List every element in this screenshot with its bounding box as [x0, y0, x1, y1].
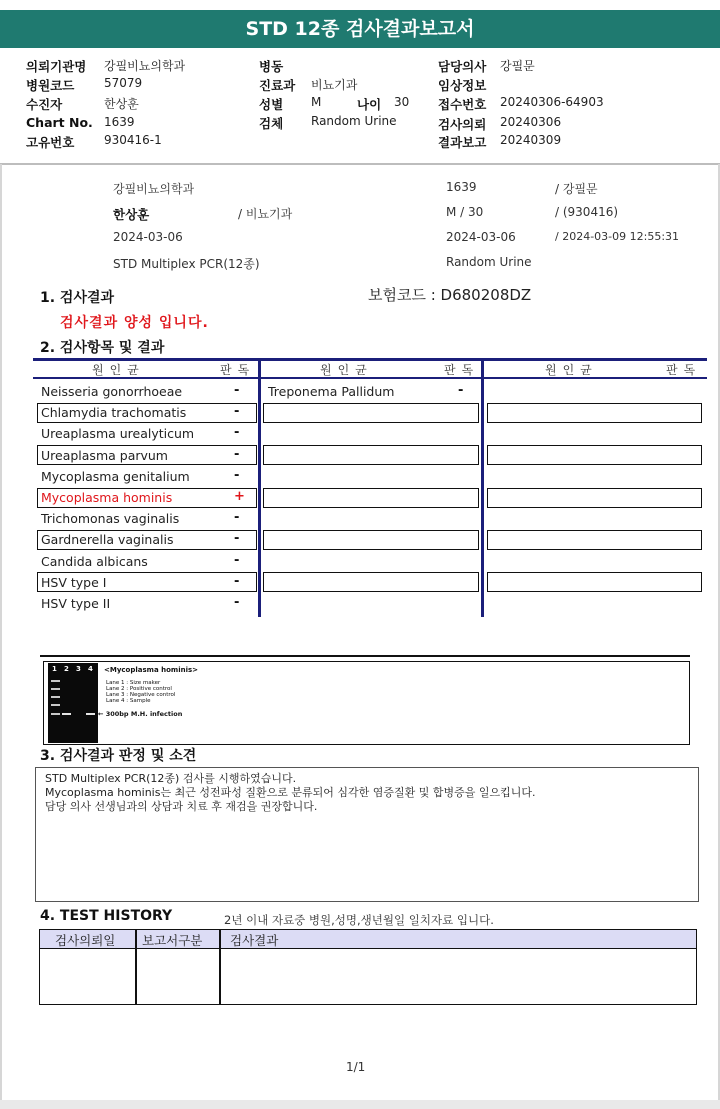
pathogen-name: HSV type II — [41, 596, 111, 611]
pathogen-result: - — [234, 510, 240, 526]
gel-lane-number: 3 — [76, 665, 81, 673]
pathogen-result: - — [234, 404, 240, 420]
institution-label: 의뢰기관명 — [26, 59, 87, 74]
request-value: 20240306 — [500, 115, 562, 129]
pathogen-result: - — [234, 446, 240, 462]
dept-value: 비뇨기과 — [311, 78, 358, 92]
specimen-label: 검체 — [259, 116, 284, 131]
insurance-code: 보험코드 : D680208DZ — [368, 286, 532, 304]
summary-patient: 한상훈 — [113, 207, 150, 222]
history-column-divider — [135, 929, 137, 1005]
report-label: 결과보고 — [438, 135, 487, 150]
summary-test-name: STD Multiplex PCR(12종) — [113, 257, 260, 271]
summary-sex-age: M / 30 — [446, 205, 484, 219]
col2-header-result: 판독 — [444, 363, 480, 377]
hospital-code-label: 병원코드 — [26, 78, 75, 93]
pathogen-name: Candida albicans — [41, 553, 148, 569]
section1-title: 1. 검사결과 — [40, 290, 115, 306]
gel-arrow-label: ← 300bp M.H. infection — [98, 710, 183, 718]
pathogen-result: - — [234, 383, 240, 398]
opinion-line: 담당 의사 선생님과의 상담과 치료 후 재검을 권장합니다. — [45, 800, 318, 813]
opinion-line: STD Multiplex PCR(12종) 검사를 시행하였습니다. — [45, 772, 297, 785]
section4-title: 4. TEST HISTORY — [40, 908, 173, 924]
chart-value: 1639 — [104, 115, 135, 129]
specimen-value: Random Urine — [311, 114, 397, 128]
history-note: 2년 이내 자료중 병원,성명,생년월일 일치자료 입니다. — [224, 913, 494, 927]
gel-band — [51, 713, 60, 715]
summary-date2: 2024-03-06 — [446, 230, 516, 244]
gel-caption-line: Lane 3 : Negative control — [106, 692, 176, 698]
gel-band — [62, 713, 71, 715]
gel-band — [51, 696, 60, 698]
gel-lane-number: 4 — [88, 665, 93, 673]
table-row-box — [263, 530, 479, 550]
table-column-divider — [481, 358, 484, 617]
table-row-box — [263, 445, 479, 465]
gel-electrophoresis-image — [48, 663, 98, 743]
summary-doctor: / 강필문 — [555, 182, 598, 196]
gel-caption-line: Lane 4 : Sample — [106, 698, 151, 704]
table-row-box — [487, 530, 702, 550]
col3-header-result: 판독 — [666, 363, 702, 377]
clinical-label: 임상정보 — [438, 78, 487, 93]
pathogen-name: Mycoplasma hominis — [41, 490, 173, 505]
receipt-label: 접수번호 — [438, 97, 487, 112]
opinion-box — [35, 767, 699, 902]
report-title: STD 12종 검사결과보고서 — [0, 10, 720, 48]
gel-band — [51, 680, 60, 682]
summary-date1: 2024-03-06 — [113, 230, 183, 244]
patient-label: 수진자 — [26, 97, 63, 112]
frame-left-border — [0, 164, 2, 1100]
history-header-report-type: 보고서구분 — [142, 933, 203, 948]
request-label: 검사의뢰 — [438, 117, 487, 132]
positive-result-text: 검사결과 양성 입니다. — [60, 315, 209, 331]
doctor-label: 담당의사 — [438, 59, 487, 74]
gel-lane-number: 2 — [64, 665, 69, 673]
table-row-box — [487, 572, 702, 592]
gel-top-rule — [40, 655, 690, 657]
pathogen-result: - — [234, 425, 240, 441]
pathogen-result: - — [234, 531, 240, 547]
gel-lane-number: 1 — [52, 665, 57, 673]
history-column-divider — [219, 929, 221, 1005]
unique-no-value: 930416-1 — [104, 133, 162, 147]
receipt-value: 20240306-64903 — [500, 95, 604, 109]
pathogen-result: - — [458, 383, 464, 398]
table-row-box — [263, 488, 479, 508]
col1-header-pathogen: 원인균 — [92, 363, 145, 377]
pathogen-name: HSV type I — [41, 574, 107, 590]
sex-value: M — [311, 95, 322, 109]
chart-label: Chart No. — [26, 115, 93, 130]
table-row-box — [263, 403, 479, 423]
page-number: 1/1 — [346, 1060, 366, 1074]
gel-band — [51, 704, 60, 706]
table-column-divider — [258, 358, 261, 617]
age-label: 나이 — [357, 97, 382, 112]
pathogen-name: Neisseria gonorrhoeae — [41, 384, 183, 399]
pathogen-name: Ureaplasma urealyticum — [41, 426, 195, 442]
pathogen-name: Gardnerella vaginalis — [41, 532, 174, 548]
pathogen-name: Mycoplasma genitalium — [41, 468, 190, 484]
history-table-header — [39, 929, 697, 949]
table-row-box — [263, 572, 479, 592]
table-row-box — [487, 445, 702, 465]
report-value: 20240309 — [500, 133, 562, 147]
sex-label: 성별 — [259, 97, 284, 112]
gel-caption-line: Lane 2 : Positive control — [106, 686, 172, 692]
pathogen-result: + — [234, 489, 245, 504]
summary-specimen: Random Urine — [446, 255, 532, 269]
patient-value: 한상훈 — [104, 97, 139, 111]
dept-label: 진료과 — [259, 78, 296, 93]
institution-value: 강필비뇨의학과 — [104, 59, 186, 73]
table-row-box — [487, 403, 702, 423]
age-value: 30 — [394, 95, 410, 109]
summary-dept: / 비뇨기과 — [238, 207, 293, 221]
opinion-line: Mycoplasma hominis는 최근 성전파성 질환으로 분류되어 심각한 염증질환 및 합병증을 일으킵니다. — [45, 786, 536, 799]
info-divider — [0, 163, 720, 165]
pathogen-result: - — [234, 552, 240, 568]
doctor-value: 강필문 — [500, 59, 535, 73]
summary-chart-no: 1639 — [446, 180, 477, 194]
patient-info-block — [0, 56, 720, 152]
summary-birth: / (930416) — [555, 205, 619, 219]
col1-header-result: 판독 — [220, 363, 256, 377]
summary-institution: 강필비뇨의학과 — [113, 182, 195, 196]
pathogen-result: - — [234, 595, 240, 610]
table-row-box — [487, 488, 702, 508]
pathogen-name: Treponema Pallidum — [268, 384, 395, 399]
pathogen-result: - — [234, 573, 240, 589]
history-header-result: 검사결과 — [230, 933, 279, 948]
page-bottom-strip — [0, 1100, 720, 1109]
col2-header-pathogen: 원인균 — [320, 363, 373, 377]
pathogen-name: Ureaplasma parvum — [41, 447, 168, 463]
section3-title: 3. 검사결과 판정 및 소견 — [40, 748, 197, 764]
ward-label: 병동 — [259, 59, 284, 74]
pathogen-name: Chlamydia trachomatis — [41, 405, 187, 421]
pathogen-result: - — [234, 467, 240, 483]
gel-caption-title: <Mycoplasma hominis> — [104, 666, 199, 674]
gel-band — [86, 713, 95, 715]
unique-no-label: 고유번호 — [26, 135, 75, 150]
pathogen-name: Trichomonas vaginalis — [41, 511, 180, 527]
section2-title: 2. 검사항목 및 결과 — [40, 340, 165, 356]
history-header-request-date: 검사의뢰일 — [55, 933, 116, 948]
gel-caption-line: Lane 1 : Size maker — [106, 680, 161, 686]
summary-date3: / 2024-03-09 12:55:31 — [555, 230, 680, 243]
gel-band — [51, 688, 60, 690]
col3-header-pathogen: 원인균 — [545, 363, 598, 377]
hospital-code-value: 57079 — [104, 76, 143, 90]
history-table-body — [39, 949, 697, 1005]
